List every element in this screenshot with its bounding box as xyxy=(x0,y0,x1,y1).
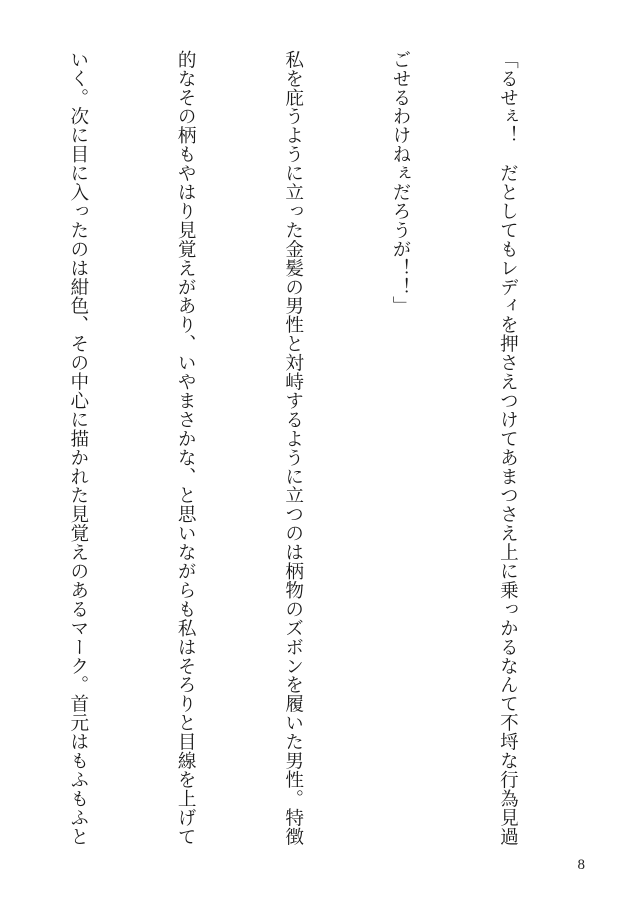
text-line: ごせるわけねぇだろうが！！」 xyxy=(390,50,412,316)
text-line: 「るせぇ！ だとしてもレディを押さえつけてあまつさえ上に乗っかるなんて不埒な行為見過 xyxy=(497,50,519,846)
vertical-text-body xyxy=(0,50,597,850)
page-number: 8 xyxy=(577,857,585,873)
text-line: いく。次に目に入ったのは紺色、その中心に描かれた見覚えのあるマーク。首元はもふもふと xyxy=(67,50,89,846)
text-line: 的なその柄もやはり見覚えがあり、いやまさかな、と思いながらも私はそろりと目線を上げて xyxy=(175,50,197,846)
text-line: 私を庇うように立った金髪の男性と対峙するように立つのは柄物のズボンを履いた男性。特徴 xyxy=(282,50,304,846)
